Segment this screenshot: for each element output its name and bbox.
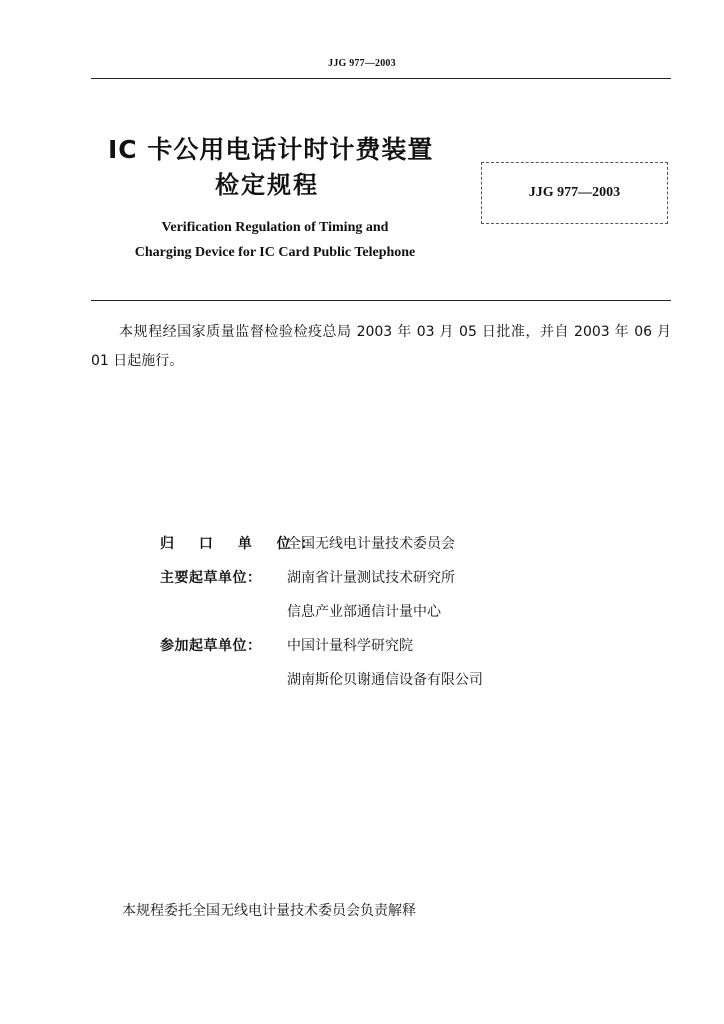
responsible-unit-label: 归 口 单 位： <box>160 536 325 552</box>
participating-unit-label: 参加起草单位： <box>160 638 262 654</box>
header-rule <box>91 78 671 79</box>
section-rule <box>91 300 671 301</box>
header-standard-code: JJG 977—2003 <box>328 58 396 69</box>
responsible-unit-value: 全国无线电计量技术委员会 <box>287 536 455 552</box>
approval-statement: 本规程经国家质量监督检验检疫总局 2003 年 03 月 05 日批准，并自 2003 年 06 月 01 日起施行。 <box>91 324 671 369</box>
standard-code-box <box>481 162 668 224</box>
standard-code-box-text: JJG 977—2003 <box>528 185 621 200</box>
drafting-unit-value-1: 湖南省计量测试技术研究所 <box>287 570 455 586</box>
drafting-unit-label: 主要起草单位： <box>160 570 262 586</box>
drafting-unit-value-2: 信息产业部通信计量中心 <box>287 604 441 620</box>
participating-unit-value-1: 中国计量科学研究院 <box>287 638 413 654</box>
participating-unit-value-2: 湖南斯伦贝谢通信设备有限公司 <box>287 672 483 688</box>
title-chinese-line-2: 检定规程 <box>215 171 319 199</box>
title-english-line-2: Charging Device for IC Card Public Telephone <box>134 245 416 260</box>
title-chinese-line-1: IC 卡公用电话计时计费装置 <box>108 135 434 164</box>
title-english-line-1: Verification Regulation of Timing and <box>161 220 389 235</box>
interpretation-note: 本规程委托全国无线电计量技术委员会负责解释 <box>122 903 416 919</box>
